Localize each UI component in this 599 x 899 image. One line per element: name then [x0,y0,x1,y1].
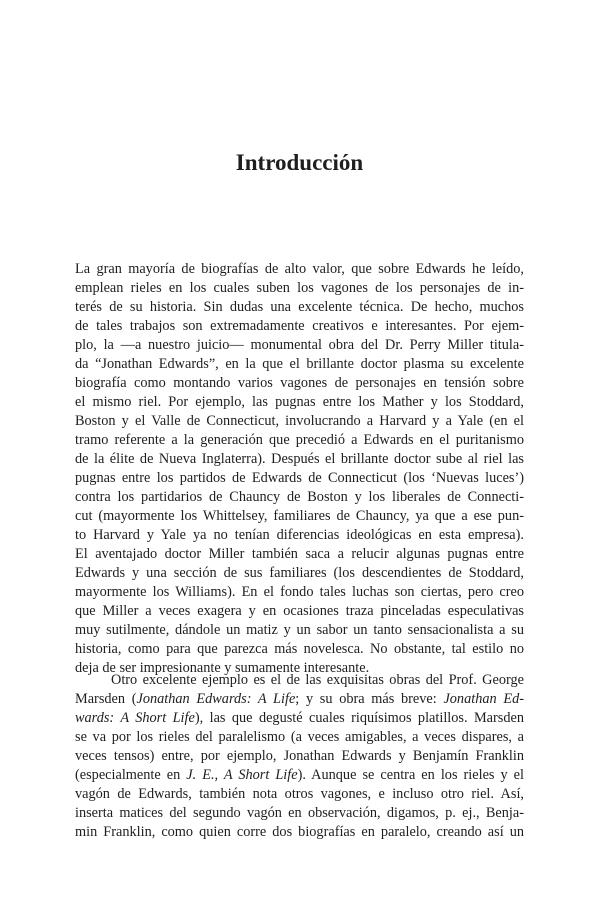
paragraph-2 [75,671,524,842]
text-line: contra los partidarios de Chauncy de Boston y los liberales de Connecti- [75,489,524,505]
text-line: min Franklin, como quien corre dos biografías en paralelo, creando así un [75,824,524,840]
text-segment: (especialmente en [75,767,187,783]
text-line: Boston y el Valle de Connecticut, involucrando a Harvard y a Yale (en el [75,413,524,429]
text-line: de tales trabajos son extremadamente creativos e interesantes. Por ejem- [75,318,524,334]
text-line: veces tensos) entre, por ejemplo, Jonathan Edwards y Benjamín Franklin [75,748,524,764]
text-segment: ; y su obra más breve: [295,691,444,707]
text-line: deja de ser impresionante y sumamente interesante. [75,660,370,676]
text-line: to Harvard y Yale ya no tenían diferencias ideológicas en esta empresa). [75,527,524,543]
paragraph-1 [75,260,524,678]
text-line [75,690,524,709]
text-line: pugnas entre los partidos de Edwards de Connecticut (los ‘Nuevas luces’) [75,470,524,486]
text-line: mayormente los Williams). En el fondo tales luchas son ciertas, pero creo [75,584,524,600]
book-title-italic: wards: A Short Life [75,710,195,726]
text-line: inserta matices del segundo vagón en observación, digamos, p. ej., Benja- [75,805,524,821]
text-line: muy sutilmente, dándole un matiz y un sabor un tanto sensacionalista a su [75,622,524,638]
text-line [75,709,524,728]
text-line [75,766,524,785]
text-line: plo, la —a nuestro juicio— monumental obra del Dr. Perry Miller titula- [75,337,524,353]
text-line: Otro excelente ejemplo es el de las exquisitas obras del Prof. George [111,672,524,688]
text-line: da “Jonathan Edwards”, en la que el brillante doctor plasma su excelente [75,356,524,372]
text-line: cut (mayormente los Whittelsey, familiares de Chauncy, ya que a ese pun- [75,508,524,524]
book-title-italic: J. E., A Short Life [186,767,298,783]
text-line: que Miller a veces exagera y en ocasiones traza pinceladas especulativas [75,603,524,619]
text-line: La gran mayoría de biografías de alto valor, que sobre Edwards he leído, [75,261,524,277]
text-line: Edwards y una sección de sus familiares (los descendientes de Stoddard, [75,565,524,581]
text-line: emplean rieles en los cuales suben los vagones de los personajes de in- [75,280,524,296]
text-line: historia, como para que parezca más novelesca. No obstante, tal estilo no [75,641,524,657]
text-segment: ). Aunque se centra en los rieles y el [297,767,524,783]
text-line: El aventajado doctor Miller también saca a relucir algunas pugnas entre [75,546,524,562]
text-line: vagón de Edwards, también nota otros vagones, e incluso otro riel. Así, [75,786,524,802]
book-title-italic: Jonathan Edwards: A Life [136,691,296,707]
text-segment: ), las que degusté cuales riquísimos platillos. Marsden [194,710,524,726]
chapter-title: Introducción [235,150,364,175]
text-line: se va por los rieles del paralelismo (a veces amigables, a veces dispares, a [75,729,524,745]
text-segment: Marsden ( [75,691,137,707]
text-line: biografía como montando varios vagones de personajes en tensión sobre [75,375,524,391]
text-line: el mismo riel. Por ejemplo, las pugnas entre los Mather y los Stoddard, [75,394,524,410]
book-title-italic: Jonathan Ed- [443,691,524,707]
text-line: terés de su historia. Sin dudas una excelente técnica. De hecho, muchos [75,299,524,315]
text-line: de la élite de Nueva Inglaterra). Después el brillante doctor sube al riel las [75,451,524,467]
text-line: tramo referente a la generación que precedió a Edwards en el puritanismo [75,432,524,448]
